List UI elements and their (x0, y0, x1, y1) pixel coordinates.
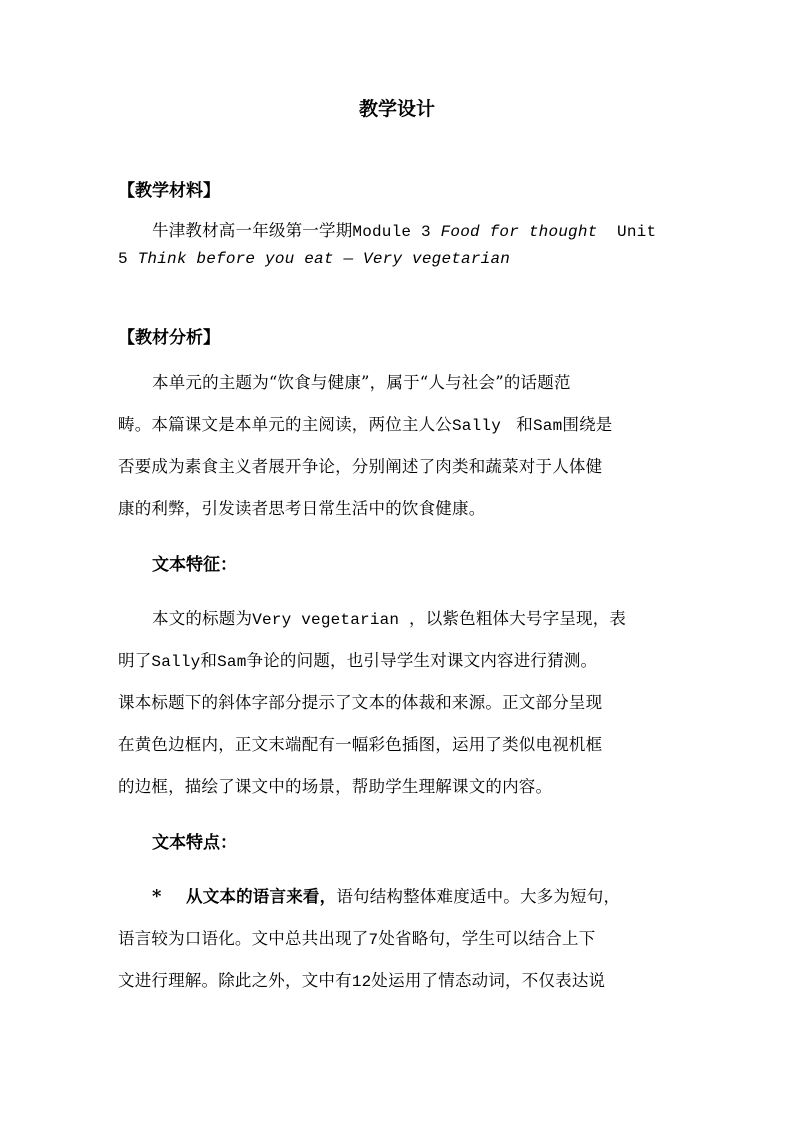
page-title: 教学设计 (358, 98, 435, 120)
heading-text-traits: 文本特点： (152, 833, 237, 853)
materials-unit: Unit (597, 223, 657, 241)
analysis-name-sam: Sam (532, 417, 563, 435)
analysis-name-sally: Sally (452, 417, 511, 435)
traits-bold-lead: 从文本的语言来看， (186, 887, 337, 906)
features-text: 明了 (118, 651, 152, 670)
features-line-4: 在黄色边框内，正文末端配有一幅彩色插图，运用了类似电视机框 (118, 735, 603, 754)
features-name-sally: Sally (151, 653, 201, 671)
traits-count-modal: 12 (351, 973, 372, 991)
analysis-line-1: 本单元的主题为“饮食与健康”，属于“人与社会”的话题范 (152, 373, 571, 392)
materials-module-title: Food for thought (440, 223, 598, 241)
features-line-1 (152, 606, 626, 633)
heading-textbook-analysis: 【教材分析】 (118, 328, 220, 348)
features-line-2 (118, 648, 597, 675)
traits-count-ellipsis: 7 (368, 931, 379, 949)
features-line-3: 课本标题下的斜体字部分提示了文本的体裁和来源。正文部分呈现 (118, 693, 603, 712)
traits-line-1 (152, 884, 620, 910)
analysis-text-cont: 围绕是 (562, 415, 613, 434)
features-line-5: 的边框，描绘了课文中的场景，帮助学生理解课文的内容。 (118, 777, 553, 796)
features-text-cont: ，以紫色粗体大号字呈现，表 (409, 609, 627, 628)
star-bullet: * (152, 886, 162, 907)
heading-text-features: 文本特征： (152, 555, 237, 575)
features-title-en: Very vegetarian (252, 611, 410, 629)
materials-unit-number: 5 (118, 250, 138, 268)
materials-unit-title: Think before you eat — Very vegetarian (137, 250, 511, 268)
traits-line-3 (118, 968, 605, 995)
analysis-line-3: 否要成为素食主义者展开争论，分别阐述了肉类和蔬菜对于人体健 (118, 457, 603, 476)
traits-text: 文进行理解。除此之外，文中有 (118, 971, 352, 990)
materials-module: Module 3 (352, 223, 441, 241)
traits-text-cont: 处省略句，学生可以结合上下 (378, 929, 596, 948)
features-text-cont: 争论的问题，也引导学生对课文内容进行猜测。 (246, 651, 598, 670)
materials-textbook: 牛津教材高一年级第一学期 (152, 221, 353, 240)
analysis-line-4: 康的利弊，引发读者思考日常生活中的饮食健康。 (118, 499, 486, 518)
traits-text-cont: 处运用了情态动词，不仅表达说 (371, 971, 606, 990)
analysis-line-2 (118, 412, 612, 439)
traits-text: 语句结构整体难度适中。大多为短句， (336, 887, 621, 906)
features-name-sam: Sam (217, 653, 247, 671)
features-text: 本文的标题为 (152, 609, 253, 628)
analysis-and: 和 (516, 415, 533, 434)
analysis-text: 畴。本篇课文是本单元的主阅读，两位主人公 (118, 415, 452, 434)
features-and: 和 (200, 651, 218, 670)
materials-line-1 (152, 218, 656, 245)
materials-line-2 (118, 245, 510, 272)
traits-text: 语言较为口语化。文中总共出现了 (118, 929, 369, 948)
traits-line-2 (118, 926, 595, 953)
heading-teaching-materials: 【教学材料】 (118, 181, 220, 201)
